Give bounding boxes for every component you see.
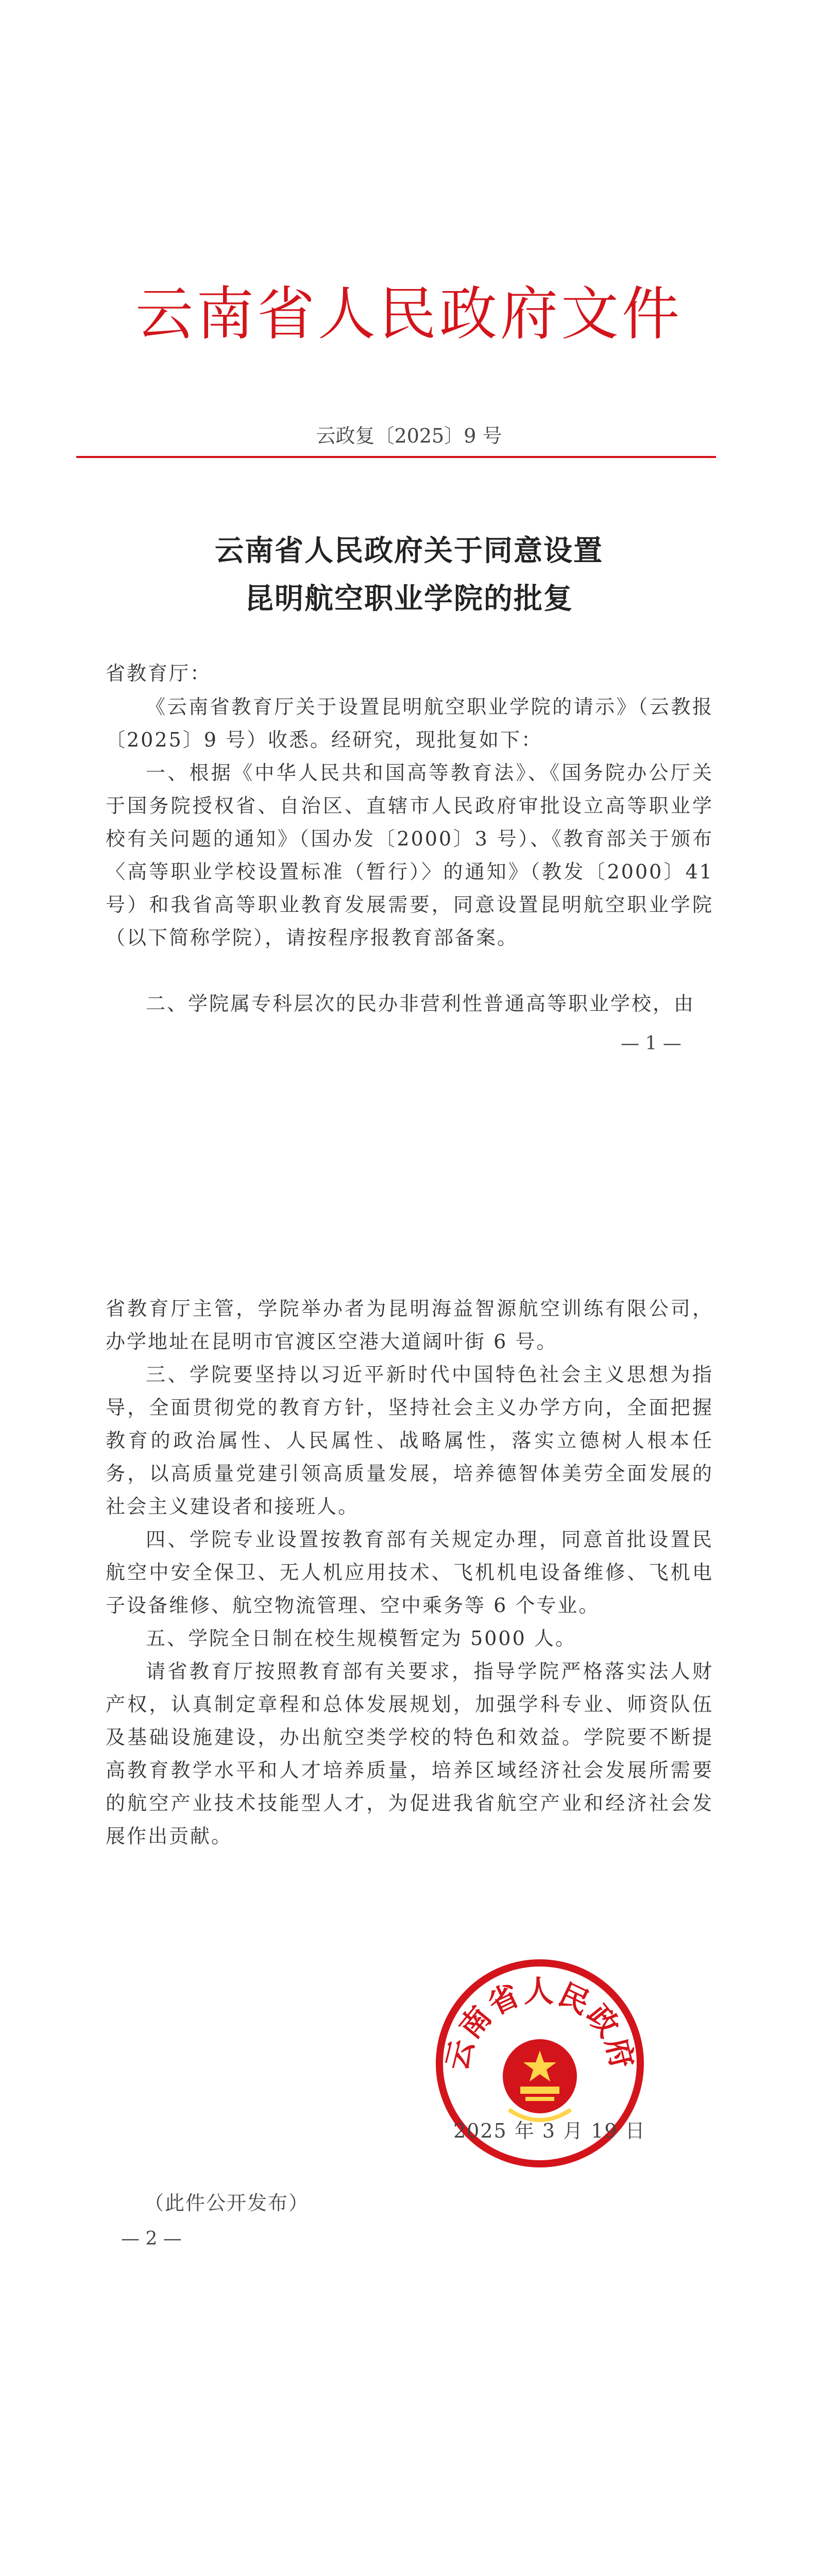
- paragraph-2: 一、根据《中华人民共和国高等教育法》、《国务院办公厅关于国务院授权省、自治区、直辖市人民政府审批设立高等职业学校有关问题的通知》（国办发〔2000〕3 号）、《教育部关于颁布〈高等职业学校设置标准（暂行）〉的通知》（教发〔2000〕41 号）和我省高等职业教育发展需要，同意设置昆明航空职业学院（以下简称学院），请按程序报教育部备案。: [106, 761, 713, 949]
- paragraph-3-continued: 省教育厅主管，学院举办者为昆明海益智源航空训练有限公司，办学地址在昆明市官渡区空港大道阔叶街 6 号。: [106, 1297, 713, 1353]
- seal-text: 云南省人民政府: [439, 1974, 641, 2074]
- paragraph-1: 《云南省教育厅关于设置昆明航空职业学院的请示》（云教报〔2025〕9 号）收悉。经研究，现批复如下：: [106, 696, 713, 751]
- paragraph-7: 请省教育厅按照教育部有关要求，指导学院严格落实法人财产权，认真制定章程和总体发展规划，加强学科专业、师资队伍及基础设施建设，办出航空类学校的特色和效益。学院要不断提高教育教学水平和人才培养质量，培养区域经济社会发展所需要的航空产业技术技能型人才，为促进我省航空产业和经济社会发展作出贡献。: [106, 1660, 713, 1848]
- paragraph-4: 三、学院要坚持以习近平新时代中国特色社会主义思想为指导，全面贯彻党的教育方针，坚持社会主义办学方向，全面把握教育的政治属性、人民属性、战略属性，落实立德树人根本任务，以高质量党建引领高质量发展，培养德智体美劳全面发展的社会主义建设者和接班人。: [106, 1363, 713, 1518]
- publication-note: （此件公开发布）: [144, 2192, 310, 2214]
- paragraph-3-start: 二、学院属专科层次的民办非营利性普通高等职业学校，由: [146, 992, 695, 1015]
- paragraph-6: 五、学院全日制在校生规模暂定为 5000 人。: [146, 1627, 576, 1650]
- document-red-header: 云南省人民政府文件: [135, 281, 683, 348]
- document-title-line-1: 云南省人民政府关于同意设置: [215, 534, 603, 568]
- salutation: 省教育厅：: [106, 662, 212, 685]
- red-separator-line: [76, 456, 716, 458]
- signing-date: 2025 年 3 月 19 日: [453, 2120, 646, 2142]
- page-number-1: — 1 —: [621, 1033, 681, 1054]
- paragraph-5: 四、学院专业设置按教育部有关规定办理，同意首批设置民航空中安全保卫、无人机应用技术、飞机机电设备维修、飞机电子设备维修、航空物流管理、空中乘务等 6 个专业。: [106, 1528, 713, 1617]
- page-number-2: — 2 —: [121, 2228, 182, 2249]
- document-title-line-2: 昆明航空职业学院的批复: [245, 582, 573, 616]
- document-number: 云政复〔2025〕9 号: [316, 425, 502, 447]
